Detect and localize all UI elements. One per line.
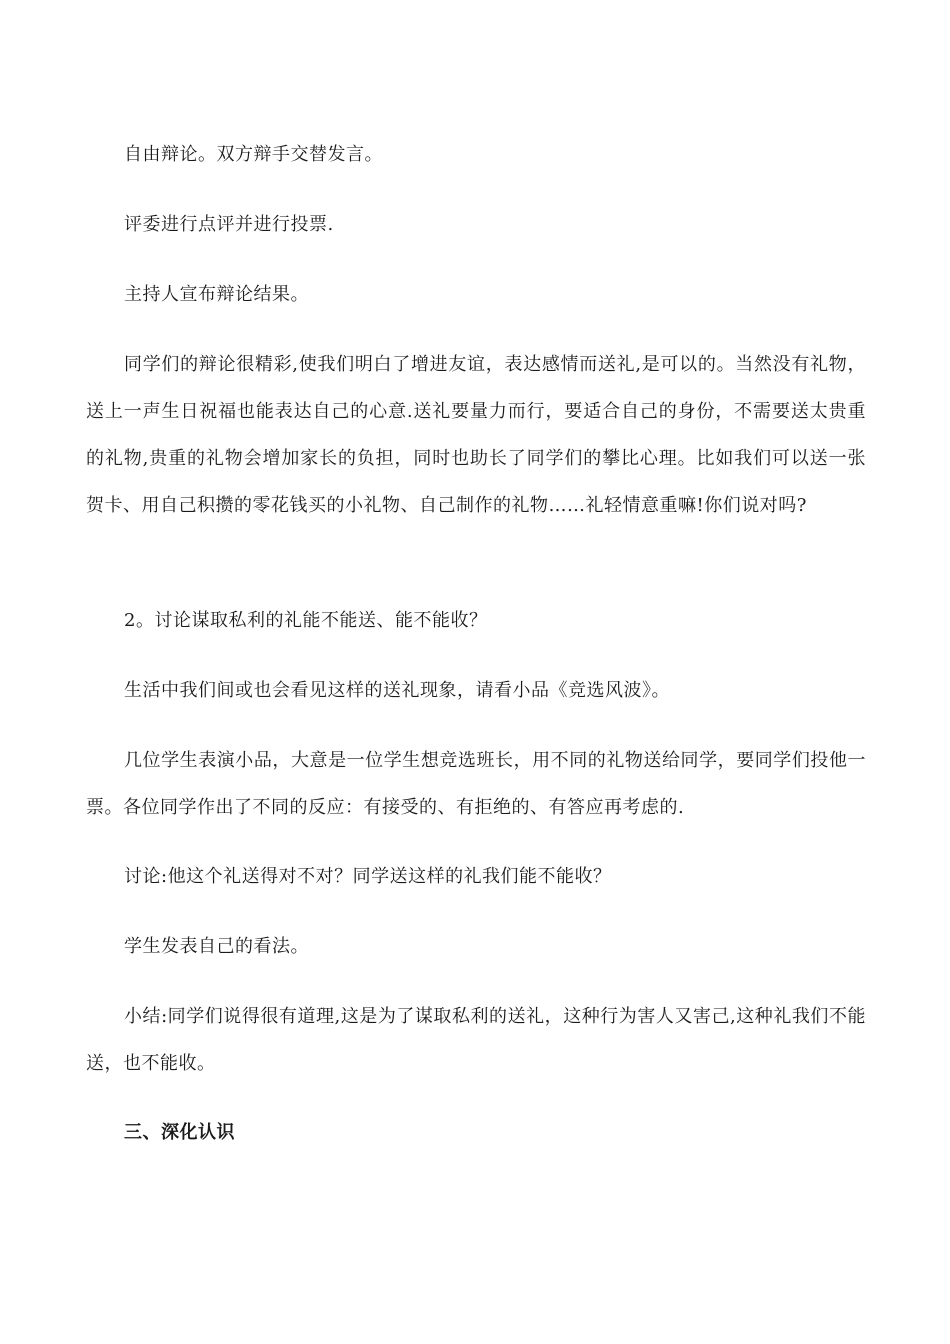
paragraph-students-views: 学生发表自己的看法。 xyxy=(124,936,309,957)
paragraph-discussion-2: 2。讨论谋取私利的礼能不能送、能不能收？ xyxy=(124,610,488,631)
paragraph-free-debate: 自由辩论。双方辩手交替发言。 xyxy=(124,144,383,165)
paragraph-debate-summary: 同学们的辩论很精彩,使我们明白了增进友谊，表达感情而送礼,是可以的。当然没有礼物，送上一声生日祝福也能表达自己的心意.送礼要量力而行，要适合自己的身份，不需要送太贵重的礼物,贵重的礼物会增加家长的负担，同时也助长了同学们的攀比心理。比如我们可以送一张贺卡、用自己积攒的零花钱买的小礼物、自己制作的礼物……礼轻情意重嘛!你们说对吗? xyxy=(86,354,866,516)
paragraph-discussion-question: 讨论:他这个礼送得对不对？同学送这样的礼我们能不能收？ xyxy=(124,866,612,887)
paragraph-skit-intro: 生活中我们间或也会看见这样的送礼现象，请看小品《竞选风波》。 xyxy=(124,680,670,701)
paragraph-host-result: 主持人宣布辩论结果。 xyxy=(124,284,309,305)
paragraph-judges-vote: 评委进行点评并进行投票. xyxy=(124,214,334,235)
paragraph-conclusion: 小结:同学们说得很有道理,这是为了谋取私利的送礼，这种行为害人又害己,这种礼我们不能送，也不能收。 xyxy=(86,1006,866,1074)
section-heading: 三、深化认识 xyxy=(124,1122,235,1143)
paragraph-skit-description: 几位学生表演小品，大意是一位学生想竞选班长，用不同的礼物送给同学，要同学们投他一票。各位同学作出了不同的反应：有接受的、有拒绝的、有答应再考虑的. xyxy=(86,750,866,818)
